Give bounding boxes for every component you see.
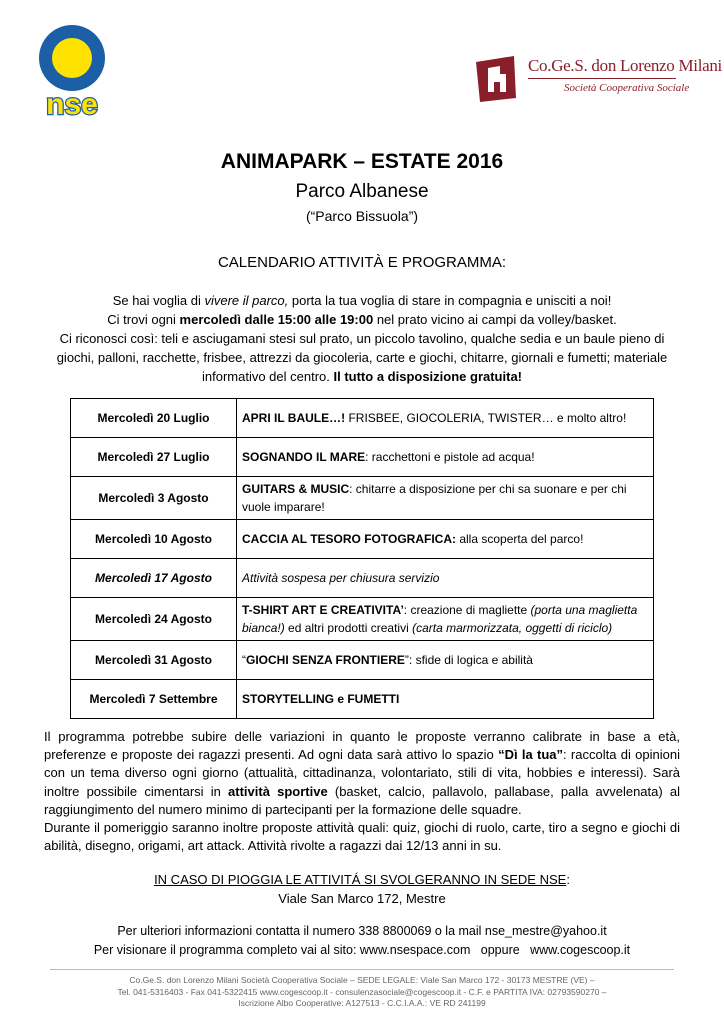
activity-rest: ”: sfide di logica e abilità xyxy=(404,653,533,667)
coop-subtitle: Società Cooperativa Sociale xyxy=(564,82,690,94)
activity-rest: : chitarre a disposizione per chi sa suonare e per chi vuole imparare! xyxy=(242,482,627,514)
activity-pre: “ xyxy=(242,653,246,667)
activity-rest: : racchettoni e pistole ad acqua! xyxy=(365,450,535,464)
calendar-activity xyxy=(237,641,654,680)
calendar-activity xyxy=(237,520,654,559)
nse-logo xyxy=(38,24,106,120)
activity-rest: FRISBEE, GIOCOLERIA, TWISTER… e molto altro! xyxy=(345,411,627,425)
calendar-date: Mercoledì 17 Agosto xyxy=(71,559,237,598)
calendar-row xyxy=(71,438,654,477)
activity-bold: GIOCHI SENZA FRONTIERE xyxy=(246,653,405,667)
page-subtitle: Parco Albanese xyxy=(295,181,429,202)
program-paragraph: Il programma potrebbe subire delle variazioni in quanto le proposte verranno calibrate in base a età, preferenze e proposte dei ragazzi presenti. Ad ogni data sarà attivo lo spazio “Dì la tua”: raccolta di opinioni con un tema diverso ogni giorno (attualità, cittadinanza, volontariato, stili di vita, hobbies e interessi). Sarà inoltre possibile cimentarsi in attività sportive (basket, calcio, pallavolo, pallabase, palla avvelenata) al raggiungimento del numero minimo di partecipanti per la formazione delle squadre. xyxy=(44,729,680,817)
activity-it2: (carta marmorizzata, oggetti di riciclo) xyxy=(412,621,613,635)
website-line: Per visionare il programma completo vai al sito: www.nsespace.com oppure www.cogescoop.it xyxy=(93,943,631,957)
activity-bold: GUITARS & MUSIC xyxy=(242,482,350,496)
program-notes xyxy=(44,728,680,855)
intro-text: Ci riconosci così: teli e asciugamani stesi sul prato, un piccolo tavolino, qualche sedia e un baule pieno di giochi, palloni, racchette, frisbee, attrezzi da giocoleria, carte e giochi, chitarre, giornali e fumetti; materiale informativo del centro. xyxy=(56,331,668,384)
coop-name: Co.Ge.S. don Lorenzo Milani xyxy=(528,56,722,75)
activity-bold: CACCIA AL TESORO FOTOGRAFICA: xyxy=(242,532,456,546)
footer-divider xyxy=(50,969,674,970)
footer-line: Co.Ge.S. don Lorenzo Milani Società Cooperativa Sociale – SEDE LEGALE: Viale San Marco 172 - 30173 MESTRE (VE) – xyxy=(129,975,595,985)
rain-address: Viale San Marco 172, Mestre xyxy=(278,891,446,906)
page-subsubtitle: (“Parco Bissuola”) xyxy=(305,208,419,224)
calendar-row xyxy=(71,520,654,559)
intro-text: Ci trovi ogni xyxy=(107,312,180,327)
calendar-date: Mercoledì 31 Agosto xyxy=(71,641,237,680)
calendar-date: Mercoledì 24 Agosto xyxy=(71,598,237,641)
activity-bold: SOGNANDO IL MARE xyxy=(242,450,366,464)
calendar-activity xyxy=(237,559,654,598)
calendar-activity xyxy=(237,477,654,520)
calendar-activity xyxy=(237,399,654,438)
intro-text: porta la tua voglia di stare in compagnia e unisciti a noi! xyxy=(288,293,612,308)
calendar-row xyxy=(71,598,654,641)
footer xyxy=(0,975,724,1010)
intro-emphasis: vivere il parco, xyxy=(204,293,289,308)
footer-line: Iscrizione Albo Cooperative: A127513 - C.C.I.A.A.: VE RD 241199 xyxy=(238,998,486,1008)
activity-it1: (porta una maglietta bianca!) xyxy=(242,603,638,635)
calendar-activity xyxy=(237,598,654,641)
activity-italic: Attività sospesa per chiusura servizio xyxy=(242,571,440,585)
intro-paragraph xyxy=(40,291,684,386)
page-title: ANIMAPARK – ESTATE 2016 xyxy=(220,150,504,173)
intro-text: nel prato vicino ai campi da volley/basket. xyxy=(373,312,617,327)
calendar-row xyxy=(71,641,654,680)
calendar-activity xyxy=(237,680,654,719)
coop-divider xyxy=(528,78,676,79)
program-paragraph: Durante il pomeriggio saranno inoltre proposte attività quali: quiz, giochi di ruolo, carte, tiro a segno e giochi di abilità, disegno, origami, art attack. Attività rivolte a ragazzi dai 12/13 anni in su. xyxy=(44,820,680,854)
activity-bold: APRI IL BAULE…! xyxy=(242,411,346,425)
calendar-row xyxy=(71,680,654,719)
calendar-row xyxy=(71,559,654,598)
activity-bold: STORYTELLING e FUMETTI xyxy=(242,692,400,706)
contact-info xyxy=(0,922,724,960)
activity-rest: : creazione di magliette xyxy=(403,603,531,617)
calendar-date: Mercoledì 7 Settembre xyxy=(71,680,237,719)
activity-rest: alla scoperta del parco! xyxy=(456,532,584,546)
coop-emblem-icon xyxy=(470,52,522,104)
calendar-date: Mercoledì 27 Luglio xyxy=(71,438,237,477)
coop-logo xyxy=(470,52,722,104)
intro-schedule: mercoledì dalle 15:00 alle 19:00 xyxy=(179,312,374,327)
calendar-row xyxy=(71,477,654,520)
footer-line: Tel. 041-5316403 - Fax 041-5322415 www.cogescoop.it - consulenzasociale@cogescoop.it - C.F. e PARTITA IVA: 02793590270 – xyxy=(117,986,607,997)
intro-free-note: Il tutto a disposizione gratuita! xyxy=(333,369,522,384)
calendar-row xyxy=(71,399,654,438)
calendar-activity xyxy=(237,438,654,477)
section-heading: CALENDARIO ATTIVITÀ E PROGRAMMA: xyxy=(217,254,507,271)
activity-rest2: ed altri prodotti creativi xyxy=(284,621,413,635)
rain-heading: IN CASO DI PIOGGIA LE ATTIVITÁ SI SVOLGERANNO IN SEDE NSE xyxy=(154,872,567,887)
rain-notice: IN CASO DI PIOGGIA LE ATTIVITÁ SI SVOLGERANNO IN SEDE NSE: Viale San Marco 172, Mestre xyxy=(0,870,724,908)
contact-line: Per ulteriori informazioni contatta il numero 338 8800069 o la mail nse_mestre@yahoo.it xyxy=(117,924,607,938)
activity-bold: T-SHIRT ART E CREATIVITA’ xyxy=(242,603,404,617)
calendar-date: Mercoledì 10 Agosto xyxy=(71,520,237,559)
nse-logo-text: nse xyxy=(46,88,98,120)
calendar-table xyxy=(70,398,654,719)
intro-text: Se hai voglia di xyxy=(112,293,205,308)
calendar-date: Mercoledì 3 Agosto xyxy=(71,477,237,520)
calendar-date: Mercoledì 20 Luglio xyxy=(71,399,237,438)
